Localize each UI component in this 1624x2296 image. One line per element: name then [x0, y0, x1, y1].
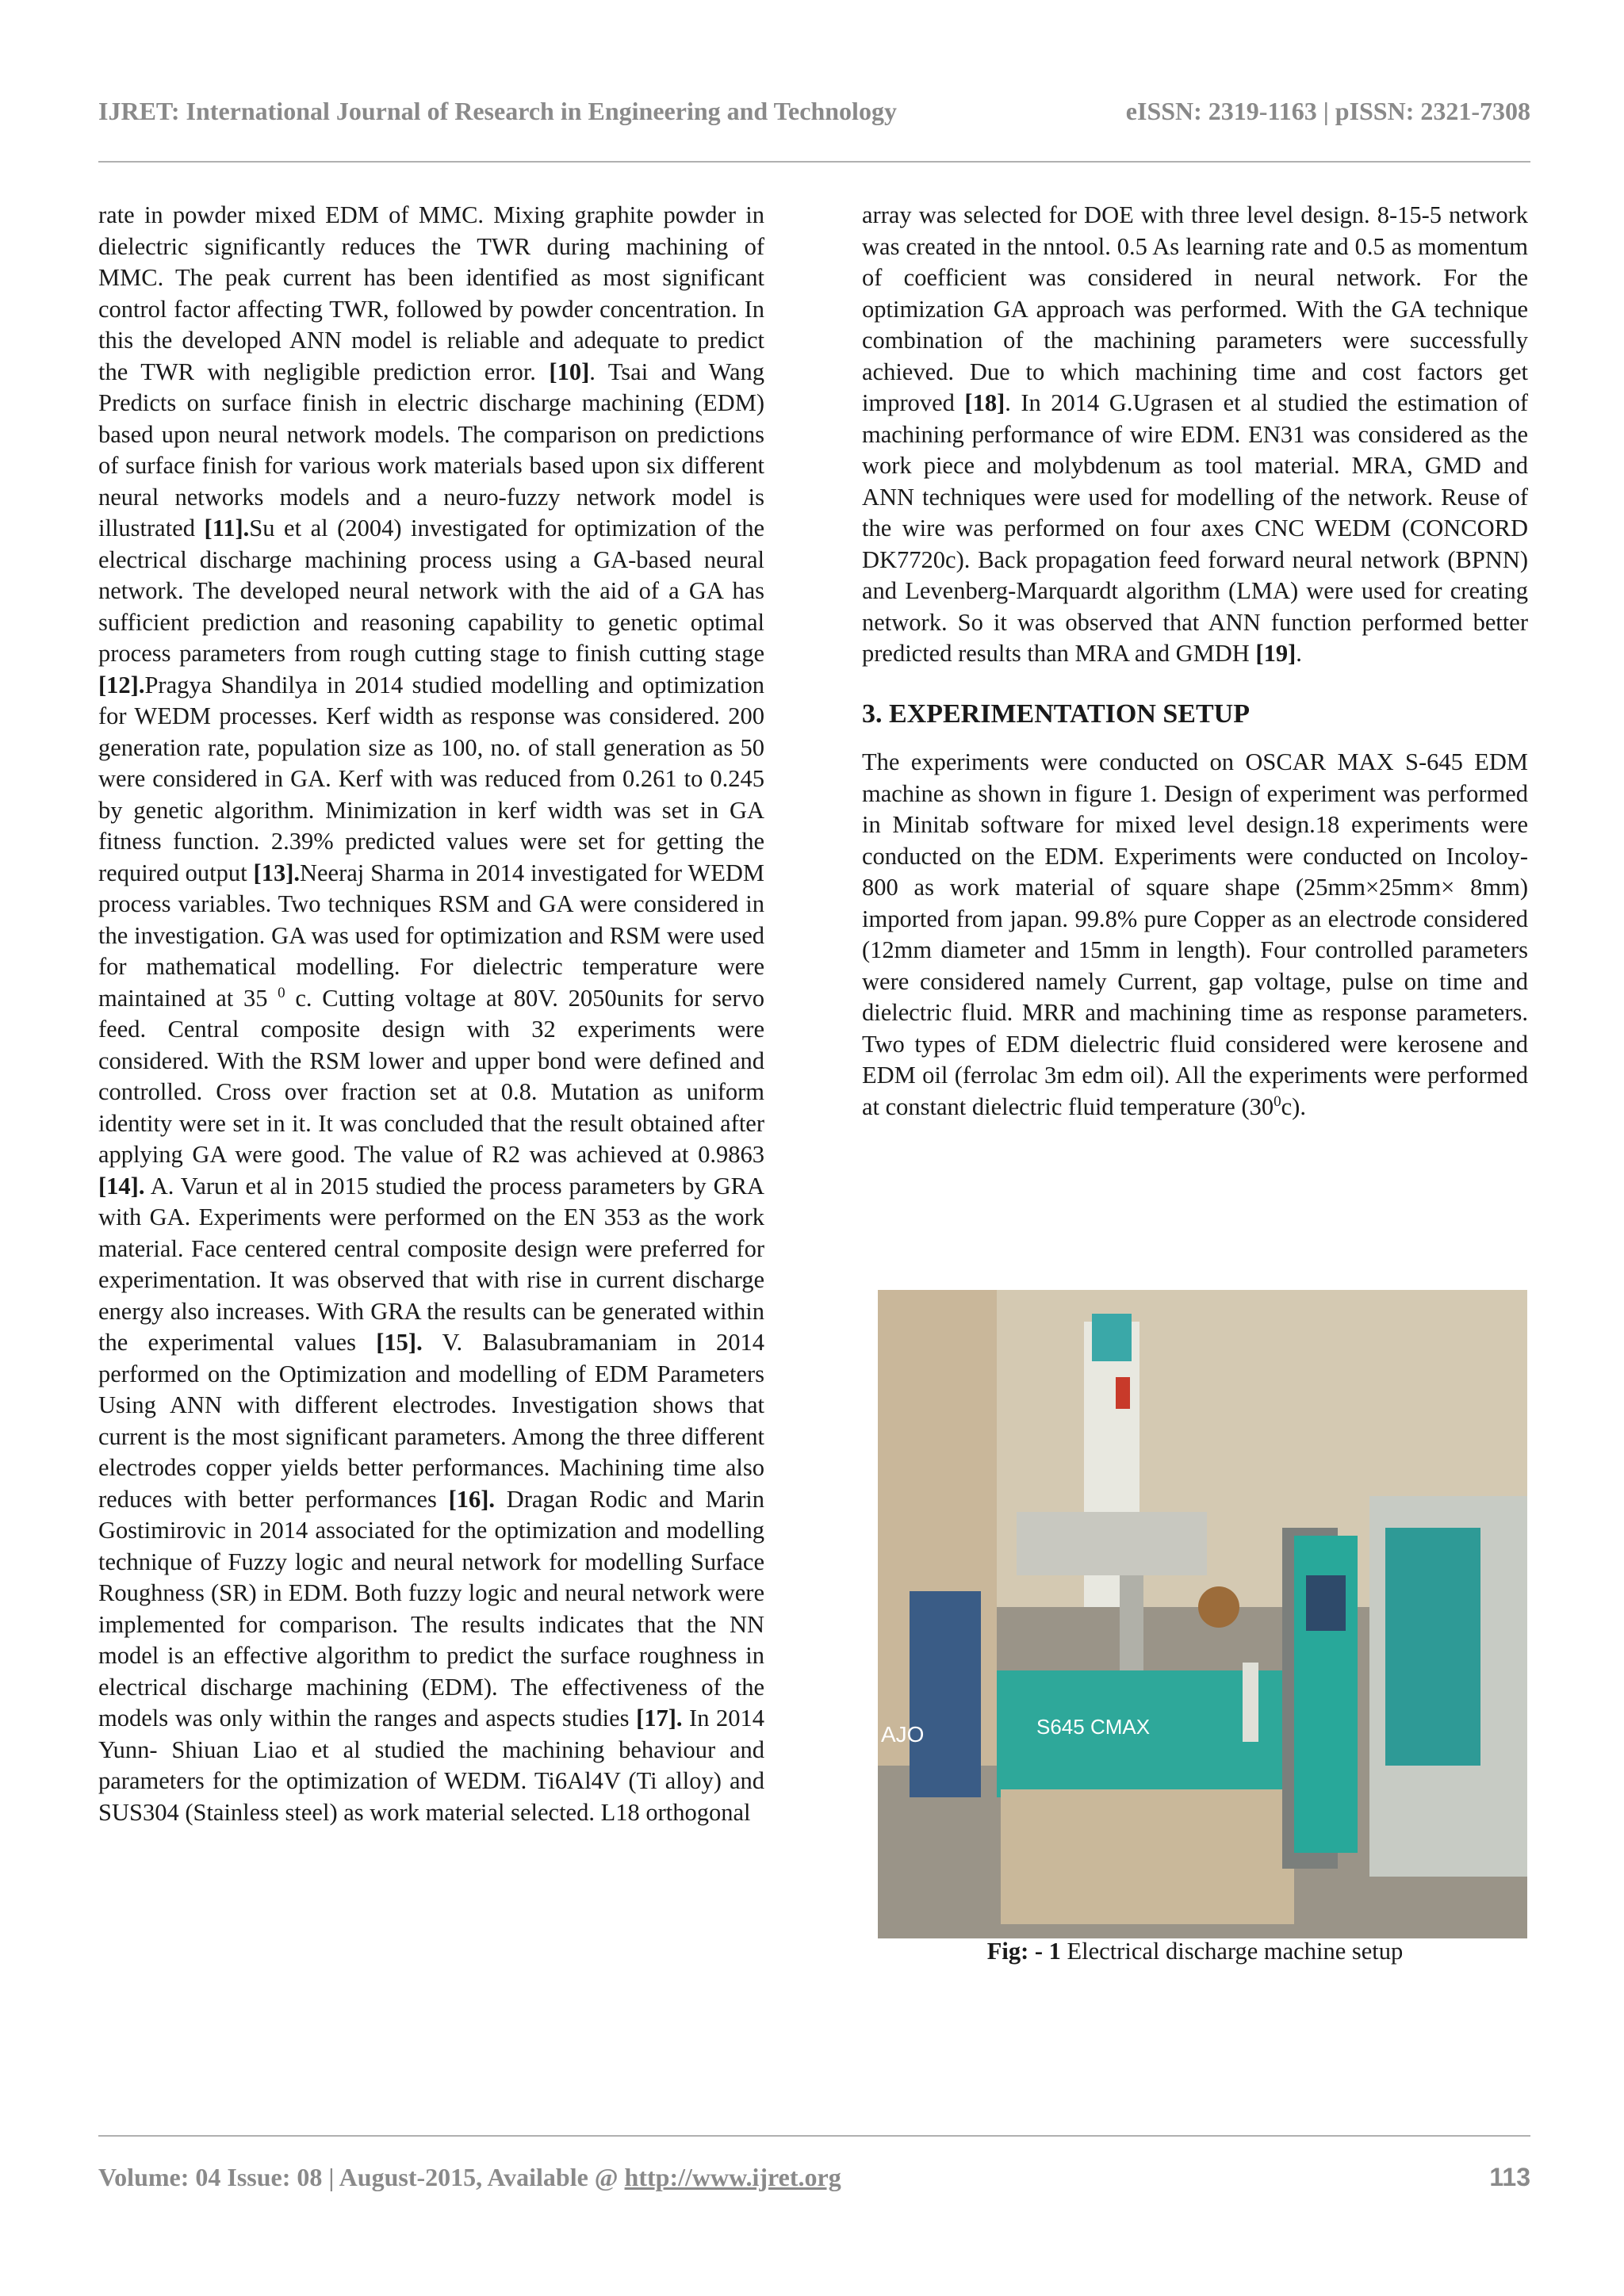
header-divider [98, 161, 1530, 163]
edm-machine-illustration [878, 1290, 1527, 1938]
footer-divider [98, 2135, 1530, 2137]
citation-ref: [19] [1255, 640, 1297, 667]
body-text: . Tsai and Wang Predicts on surface finish in electric discharge machining (EDM) based upon neural network models. The comparison on predictions of surface finish for various work materials based upon six different neural networks models and a neuro-fuzzy network model is illustrated [98, 358, 764, 541]
citation-ref: [15]. [376, 1329, 423, 1356]
superscript: 0 [278, 984, 285, 1001]
left-column [98, 200, 764, 1828]
caption-text: Electrical discharge machine setup [1060, 1938, 1404, 1965]
superscript: 0 [1274, 1093, 1281, 1110]
body-text: Pragya Shandilya in 2014 studied modelling and optimization for WEDM processes. Kerf width as response was considered. 200 generation rate, population size as 100, no. of stall generation as 50 were considered in GA. Kerf with was reduced from 0.261 to 0.245 by genetic algorithm. Minimization in kerf width was set in GA fitness function. 2.39% predicted values were set for getting the required output [98, 671, 764, 886]
citation-ref: [14]. [98, 1172, 145, 1200]
citation-ref: [18] [964, 389, 1005, 416]
right-column [862, 200, 1528, 1123]
body-text: c). [1281, 1093, 1306, 1120]
body-text: Su et al (2004) investigated for optimization of the electrical discharge machining process using a GA-based neural network. The developed neural network with the aid of a GA has sufficient prediction and reasoning capability to genetic optimal process parameters from rough cutting stage to finish cutting stage [98, 515, 764, 667]
edm-machine-photo [878, 1290, 1527, 1938]
body-text: Dragan Rodic and Marin Gostimirovic in 2014 associated for the optimization and modelling technique of Fuzzy logic and neural network for modelling Surface Roughness (SR) in EDM. Both fuzzy logic and neural network were implemented for comparison. The results indicates that the NN model is an effective algorithm to predict the surface roughness in electrical discharge machining (EDM). The effectiveness of the models was only within the ranges and aspects studies [98, 1485, 764, 1732]
citation-ref: [10] [549, 358, 590, 385]
section-heading: 3. EXPERIMENTATION SETUP [862, 698, 1250, 729]
journal-link[interactable]: http://www.ijret.org [624, 2163, 841, 2191]
body-text: . In 2014 G.Ugrasen et al studied the estimation of machining performance of wire EDM. EN31 was considered as the work piece and molybdenum as tool material. MRA, GMD and ANN techniques were used for modelling of the network. Reuse of the wire was performed on four axes CNC WEDM (CONCORD DK7720c). Back propagation feed forward neural network (BPNN) and Levenberg-Marquardt algorithm (LMA) were used for creating network. So it was observed that ANN function performed better predicted results than MRA and GMDH [862, 389, 1528, 667]
body-text: In 2014 Yunn- Shiuan Liao et al studied the machining behaviour and parameters for the optimization of WEDM. Ti6Al4V (Ti alloy) and SUS304 (Stainless steel) as work material selected. L18 orthogonal [98, 1705, 764, 1826]
citation-ref: [16]. [448, 1485, 496, 1513]
right-paragraph-1 [862, 200, 1528, 670]
right-paragraph-2 [862, 747, 1528, 1123]
body-text: rate in powder mixed EDM of MMC. Mixing graphite powder in dielectric significantly reduces the TWR during machining of MMC. The peak current has been identified as most significant control factor affecting TWR, followed by powder concentration. In this the developed ANN model is reliable and adequate to predict the TWR with negligible prediction error. [98, 201, 764, 385]
body-text: array was selected for DOE with three level design. 8-15-5 network was created in the nntool. 0.5 As learning rate and 0.5 as momentum of coefficient was considered in neural network. For the optimization GA approach was performed. With the GA technique combination of the machining parameters were successfully achieved. Due to which machining time and cost factors get improved [862, 201, 1528, 416]
body-text: c. Cutting voltage at 80V. 2050units for servo feed. Central composite design with 32 experiments were considered. With the RSM lower and upper bond were defined and controlled. Cross over fraction set at 0.8. Mutation as uniform identity were set in it. It was concluded that the result obtained after applying GA were good. The value of R2 was achieved at 0.9863 [98, 984, 765, 1168]
citation-ref: [17]. [636, 1705, 683, 1732]
body-text: . [1296, 640, 1302, 667]
issn-info: eISSN: 2319-1163 | pISSN: 2321-7308 [1125, 97, 1530, 125]
page-number: 113 [1489, 2163, 1530, 2191]
page-header [98, 94, 1530, 141]
journal-title: IJRET: International Journal of Research in Engineering and Technology [98, 97, 897, 125]
body-text: Neeraj Sharma in 2014 investigated for WEDM process variables. Two techniques RSM and GA were considered in the investigation. GA was used for optimization and RSM were used for mathematical modelling. For dielectric temperature were maintained at 35 [98, 859, 764, 1012]
citation-ref: [13]. [253, 859, 300, 886]
body-text: The experiments were conducted on OSCAR MAX S-645 EDM machine as shown in figure 1. Design of experiment was performed in Minitab software for mixed level design.18 experiments were conducted on the EDM. Experiments were conducted on Incoloy-800 as work material of square shape (25mm×25mm× 8mm) imported from japan. 99.8% pure Copper as an electrode considered (12mm diameter and 15mm in length). Four controlled parameters were considered namely Current, gap voltage, pulse on time and dielectric fluid. MRR and machining time as response parameters. Two types of EDM dielectric fluid considered were kerosene and EDM oil (ferrolac 3m edm oil). All the experiments were performed at constant dielectric fluid temperature (30 [862, 748, 1528, 1120]
machine-label: S645 CMAX [1036, 1715, 1151, 1739]
citation-ref: [11]. [204, 515, 250, 541]
left-paragraph [98, 200, 764, 1828]
citation-ref: [12]. [98, 671, 145, 698]
volume-info: Volume: 04 Issue: 08 | August-2015, Available @ [98, 2163, 625, 2191]
body-text: V. Balasubramaniam in 2014 performed on the Optimization and modelling of EDM Parameters Using ANN with different electrodes. Investigation shows that current is the most significant parameters. Among the three different electrodes copper yields better performances. Machining time also reduces with better performances [98, 1329, 764, 1513]
figure-caption [862, 1935, 1528, 1967]
caption-label: Fig: - 1 [986, 1938, 1061, 1965]
side-label: AJO [881, 1722, 925, 1747]
body-text: A. Varun et al in 2015 studied the process parameters by GRA with GA. Experiments were performed on the EN 353 as the work material. Face centered central composite design were preferred for experimentation. It was observed that with rise in current discharge energy also increases. With GRA the results can be generated within the experimental values [98, 1172, 764, 1356]
